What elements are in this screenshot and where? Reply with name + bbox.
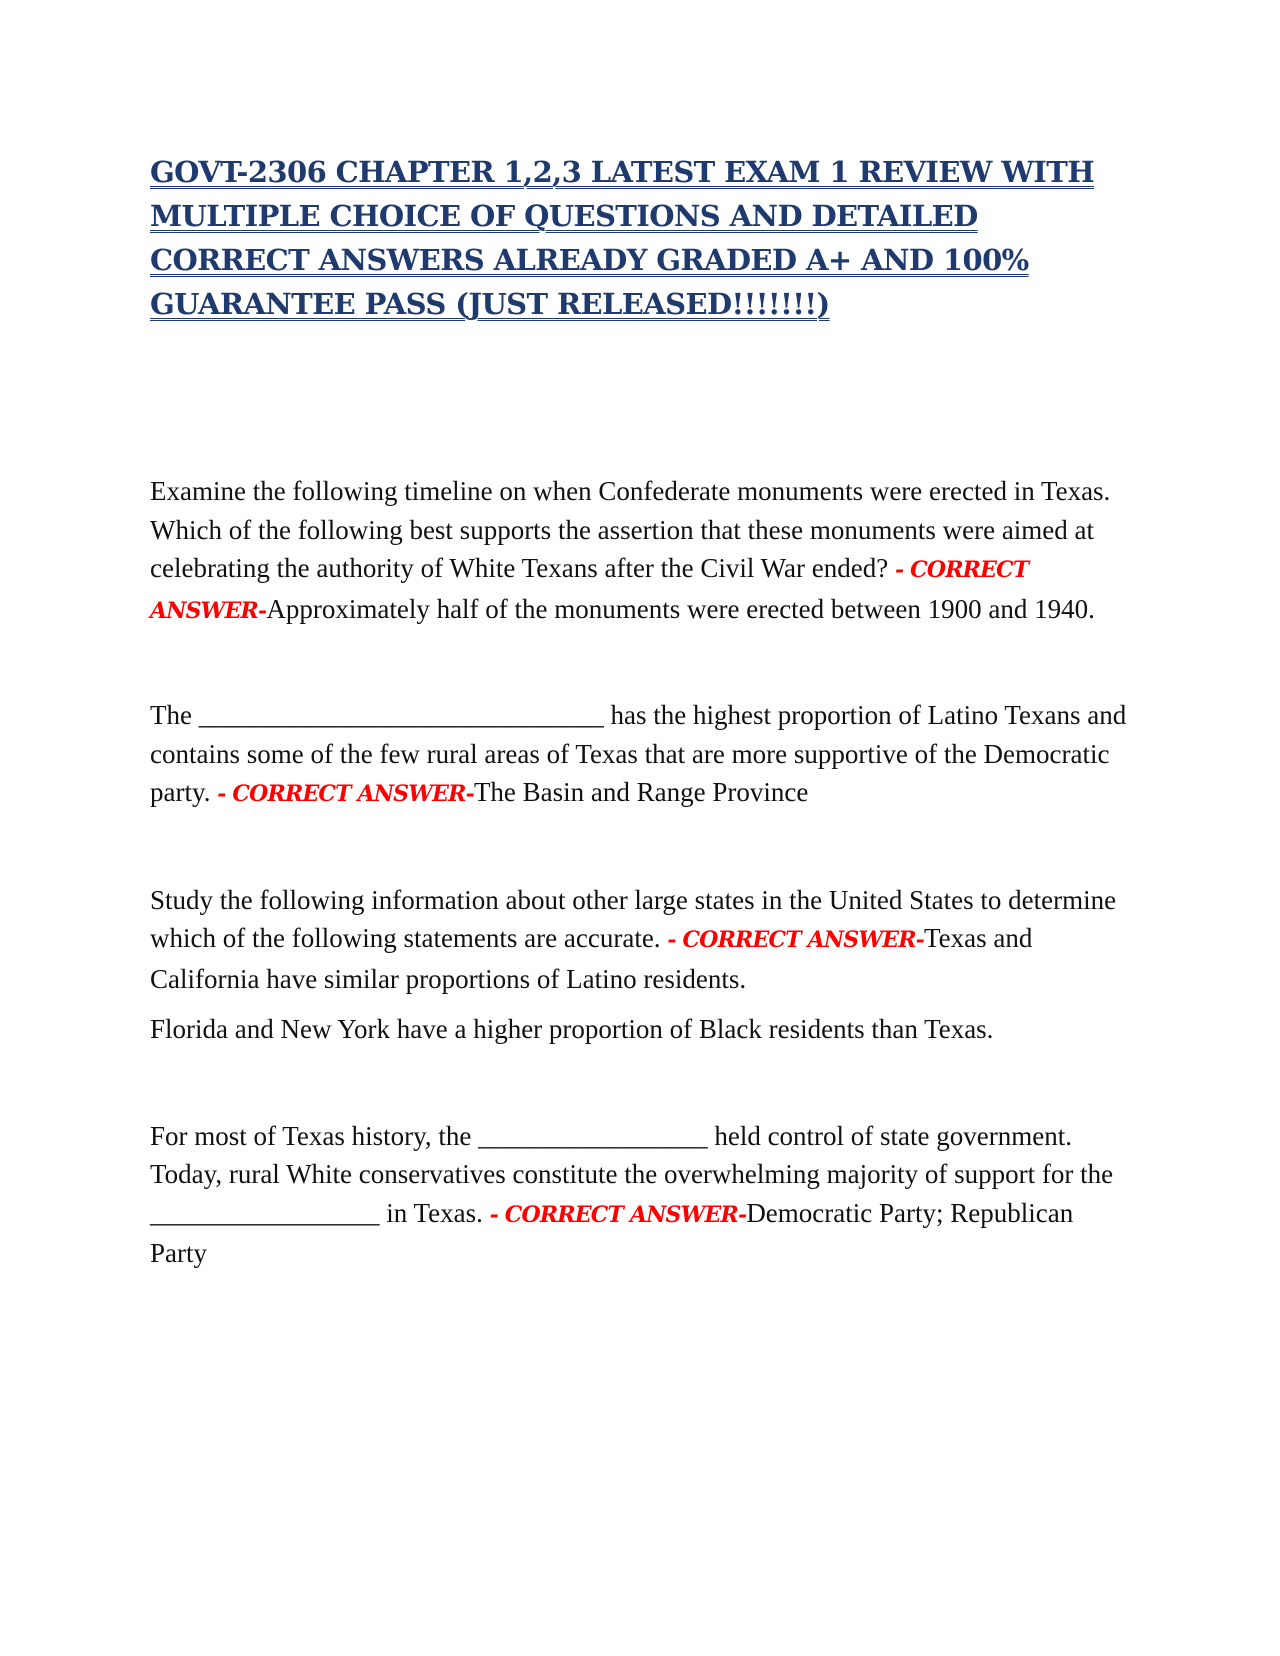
correct-answer-label: - CORRECT ANSWER- [150, 557, 1029, 624]
answer-text: Texas and California have similar proportions of Latino residents. [150, 923, 1033, 994]
question-block-4 [150, 1117, 1130, 1273]
question-block-2 [150, 696, 1130, 814]
question-text: For most of Texas history, the _________________ held control of state government. Today, rural White conservatives constitute the overwhelming majority of support for the _________________ in Texas. [150, 1120, 1114, 1228]
correct-answer-label: - CORRECT ANSWER- [217, 781, 474, 807]
answer-continuation: Florida and New York have a higher proportion of Black residents than Texas. [150, 1014, 994, 1044]
question-block-3 [150, 881, 1130, 999]
question-block-1 [150, 472, 1130, 630]
answer-text: Approximately half of the monuments were erected between 1900 and 1940. [266, 593, 1095, 624]
answer-text: The Basin and Range Province [473, 777, 809, 807]
answer-text: Democratic Party; Republican Party [150, 1197, 1074, 1268]
question-text: Examine the following timeline on when Confederate monuments were erected in Texas. Which of the following best supports the assertion that these monuments were aimed at celebrating the authority of White Texans after the Civil War ended? [150, 476, 1111, 583]
correct-answer-label: - CORRECT ANSWER- [667, 927, 925, 953]
document-title: GOVT-2306 CHAPTER 1,2,3 LATEST EXAM 1 REVIEW WITH MULTIPLE CHOICE OF QUESTIONS AND DETAILED CORRECT ANSWERS ALREADY GRADED A+ AND 100% GUARANTEE PASS (JUST RELEASED!!!!!!!) [150, 155, 1095, 321]
question-text: Study the following information about other large states in the United States to determine which of the following statements are accurate. [150, 884, 1117, 953]
correct-answer-label: - CORRECT ANSWER- [489, 1201, 747, 1228]
document-page [150, 150, 1130, 1273]
question-text: The ______________________________ has the highest proportion of Latino Texans and contains some of the few rural areas of Texas that are more supportive of the Democratic party. [150, 700, 1127, 807]
